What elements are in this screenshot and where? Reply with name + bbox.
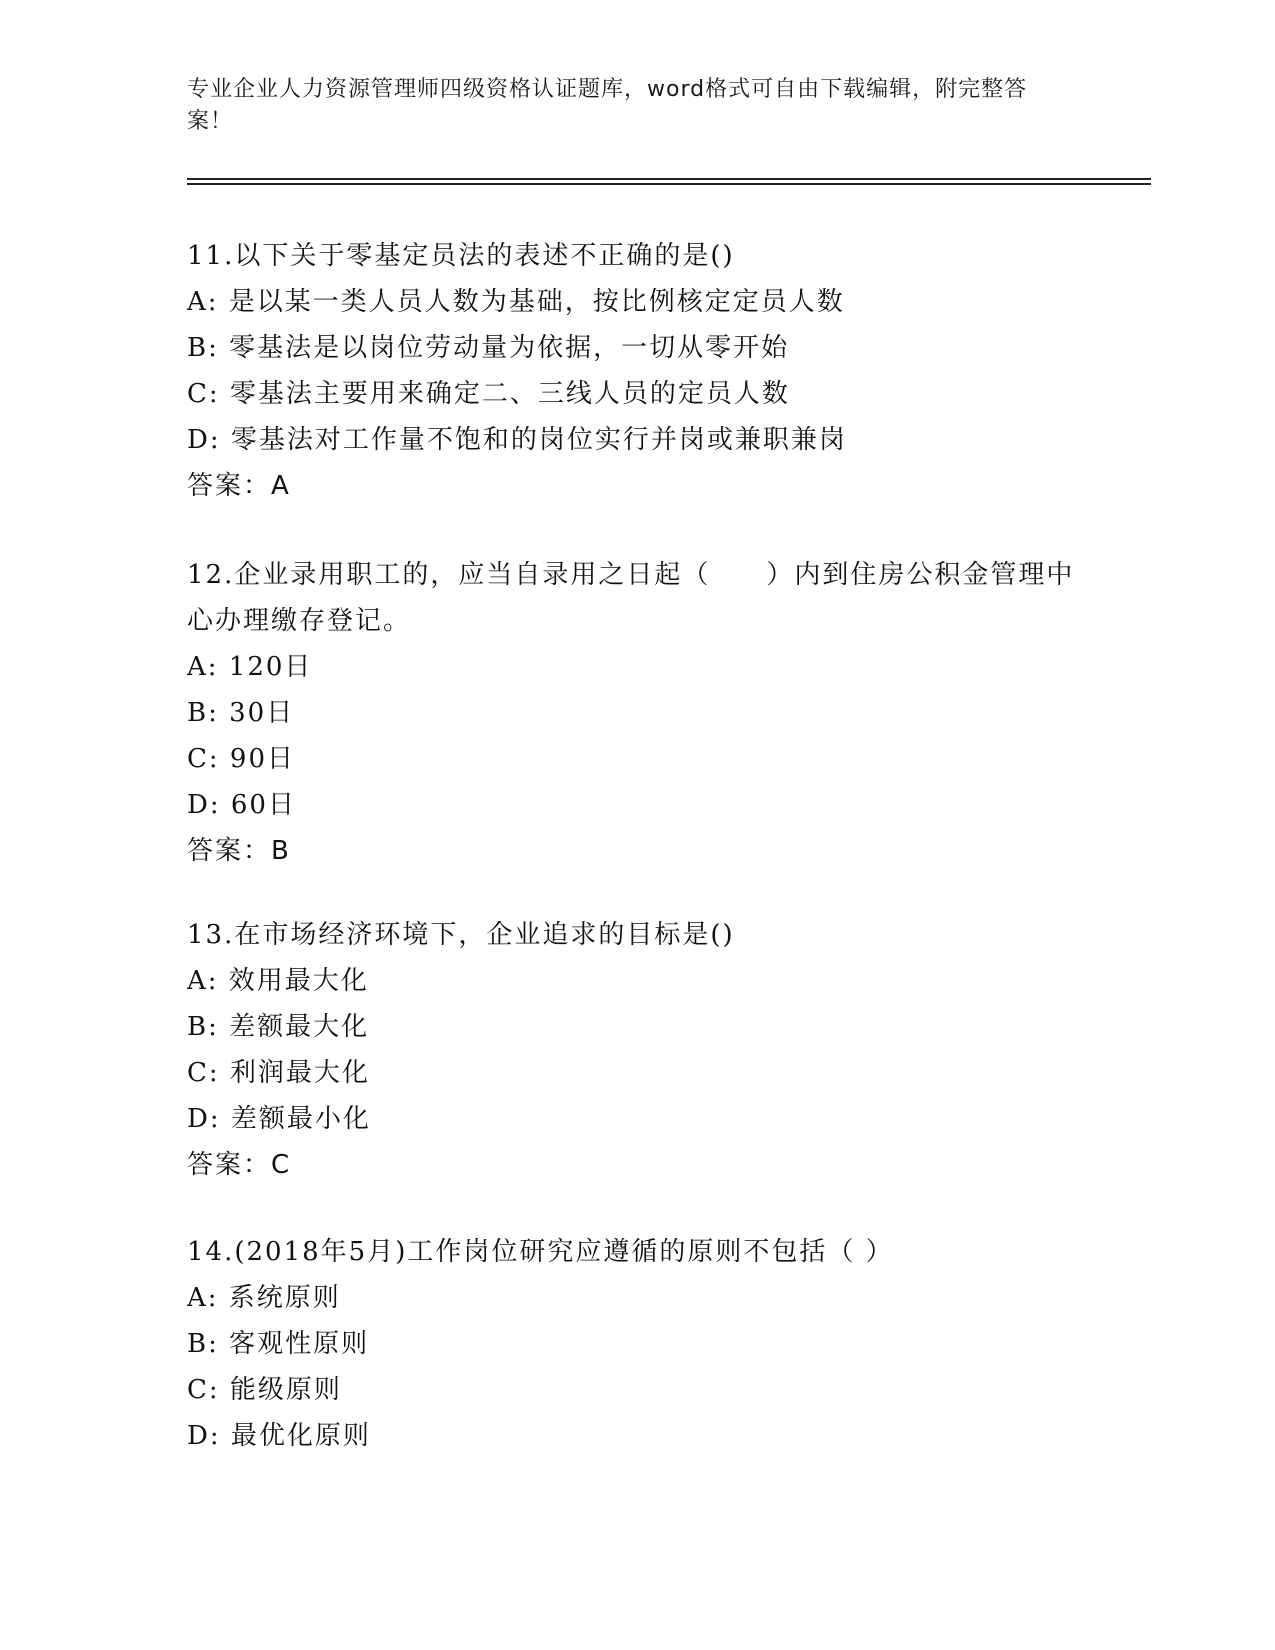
option-b: B: 30日 bbox=[187, 698, 295, 728]
question-11 bbox=[187, 233, 1087, 509]
option-c: C: 利润最大化 bbox=[187, 1058, 370, 1088]
option-a: A: 效用最大化 bbox=[187, 966, 369, 996]
option-d: D: 最优化原则 bbox=[187, 1421, 371, 1451]
option-a: A: 120日 bbox=[187, 652, 313, 682]
option-a: A: 是以某一类人员人数为基础，按比例核定定员人数 bbox=[187, 287, 845, 317]
question-13 bbox=[187, 912, 1087, 1188]
option-a: A: 系统原则 bbox=[187, 1283, 341, 1313]
question-12 bbox=[187, 552, 1087, 874]
answer-label: 答案：C bbox=[187, 1150, 292, 1180]
option-b: B: 客观性原则 bbox=[187, 1329, 370, 1359]
answer-label: 答案：B bbox=[187, 836, 291, 866]
document-header: 专业企业人力资源管理师四级资格认证题库，word格式可自由下载编辑，附完整答案！ bbox=[187, 77, 1028, 134]
option-d: D: 60日 bbox=[187, 790, 296, 820]
option-c: C: 能级原则 bbox=[187, 1375, 342, 1405]
option-b: B: 差额最大化 bbox=[187, 1012, 370, 1042]
question-title: 13.在市场经济环境下，企业追求的目标是() bbox=[187, 920, 735, 950]
option-d: D: 差额最小化 bbox=[187, 1104, 371, 1134]
header-rule-bottom bbox=[187, 183, 1151, 185]
option-c: C: 零基法主要用来确定二、三线人员的定员人数 bbox=[187, 379, 790, 409]
option-d: D: 零基法对工作量不饱和的岗位实行并岗或兼职兼岗 bbox=[187, 425, 847, 455]
question-14 bbox=[187, 1229, 1087, 1459]
question-title: 14.(2018年5月)工作岗位研究应遵循的原则不包括（ ） bbox=[187, 1237, 894, 1267]
header-rule-top bbox=[187, 178, 1151, 180]
question-title: 12.企业录用职工的，应当自录用之日起（ ）内到住房公积金管理中心办理缴存登记。 bbox=[187, 560, 1075, 636]
option-b: B: 零基法是以岗位劳动量为依据，一切从零开始 bbox=[187, 333, 790, 363]
question-title: 11.以下关于零基定员法的表述不正确的是() bbox=[187, 241, 735, 271]
option-c: C: 90日 bbox=[187, 744, 296, 774]
answer-label: 答案：A bbox=[187, 471, 291, 501]
